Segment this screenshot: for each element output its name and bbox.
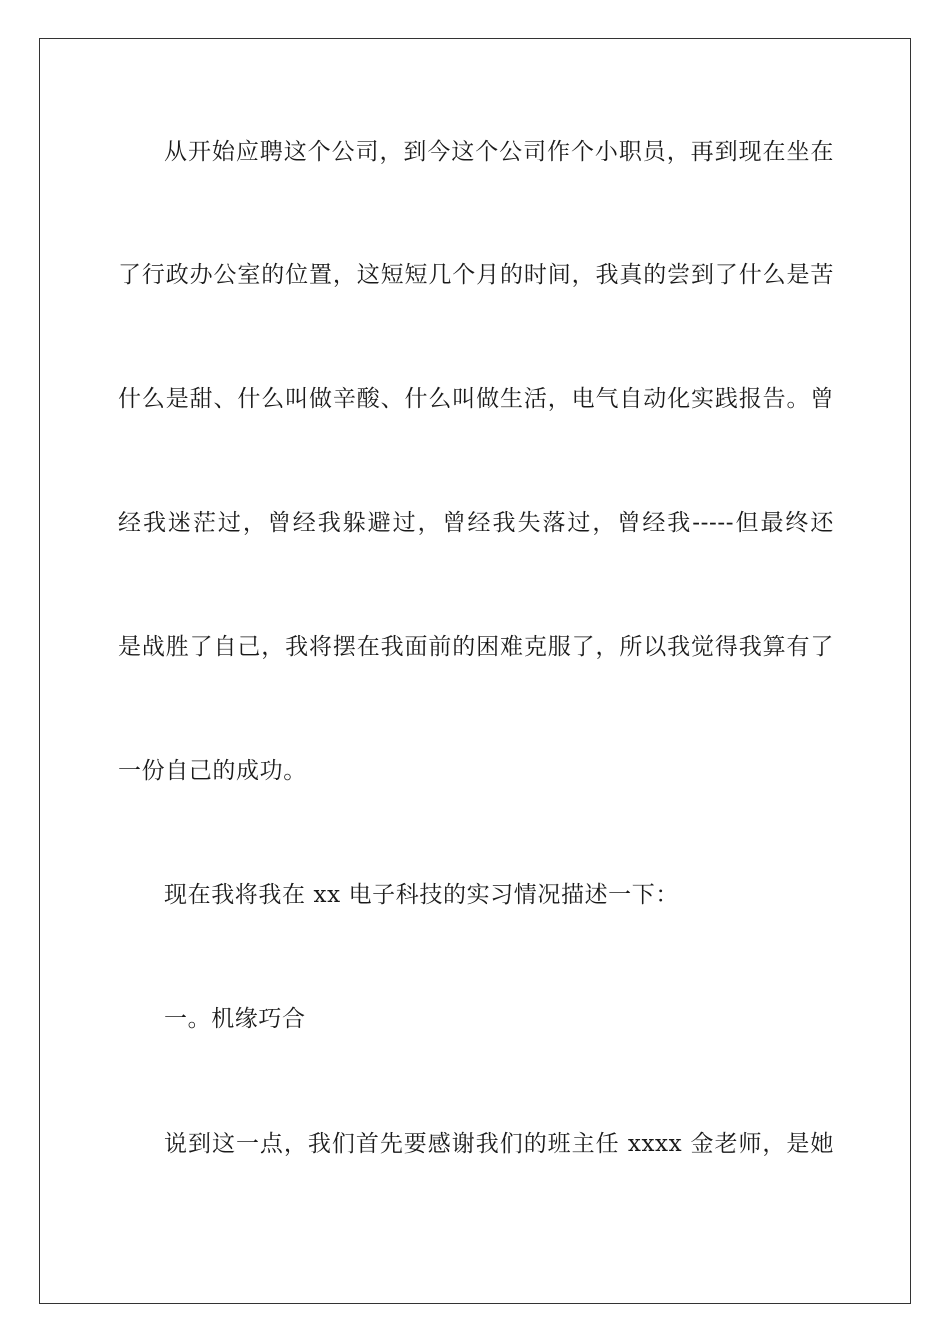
page-border xyxy=(39,38,911,1304)
paragraph-3-line-1: 说到这一点，我们首先要感谢我们的班主任 xxxx 金老师，是她 xyxy=(164,1131,834,1157)
paragraph-1-line-5: 是战胜了自己，我将摆在我面前的困难克服了，所以我觉得我算有了 xyxy=(118,634,834,660)
paragraph-1-line-3: 什么是甜、什么叫做辛酸、什么叫做生活，电气自动化实践报告。曾 xyxy=(118,386,834,412)
paragraph-2: 现在我将我在 xx 电子科技的实习情况描述一下： xyxy=(164,882,679,908)
paragraph-1-line-2: 了行政办公室的位置，这短短几个月的时间，我真的尝到了什么是苦 xyxy=(118,262,834,288)
paragraph-1-line-6: 一份自己的成功。 xyxy=(118,758,307,784)
section-heading: 一。机缘巧合 xyxy=(164,1006,306,1032)
paragraph-1-line-4: 经我迷茫过，曾经我躲避过，曾经我失落过，曾经我-----但最终还 xyxy=(118,510,834,536)
paragraph-1-line-1: 从开始应聘这个公司，到今这个公司作个小职员，再到现在坐在 xyxy=(164,139,834,165)
